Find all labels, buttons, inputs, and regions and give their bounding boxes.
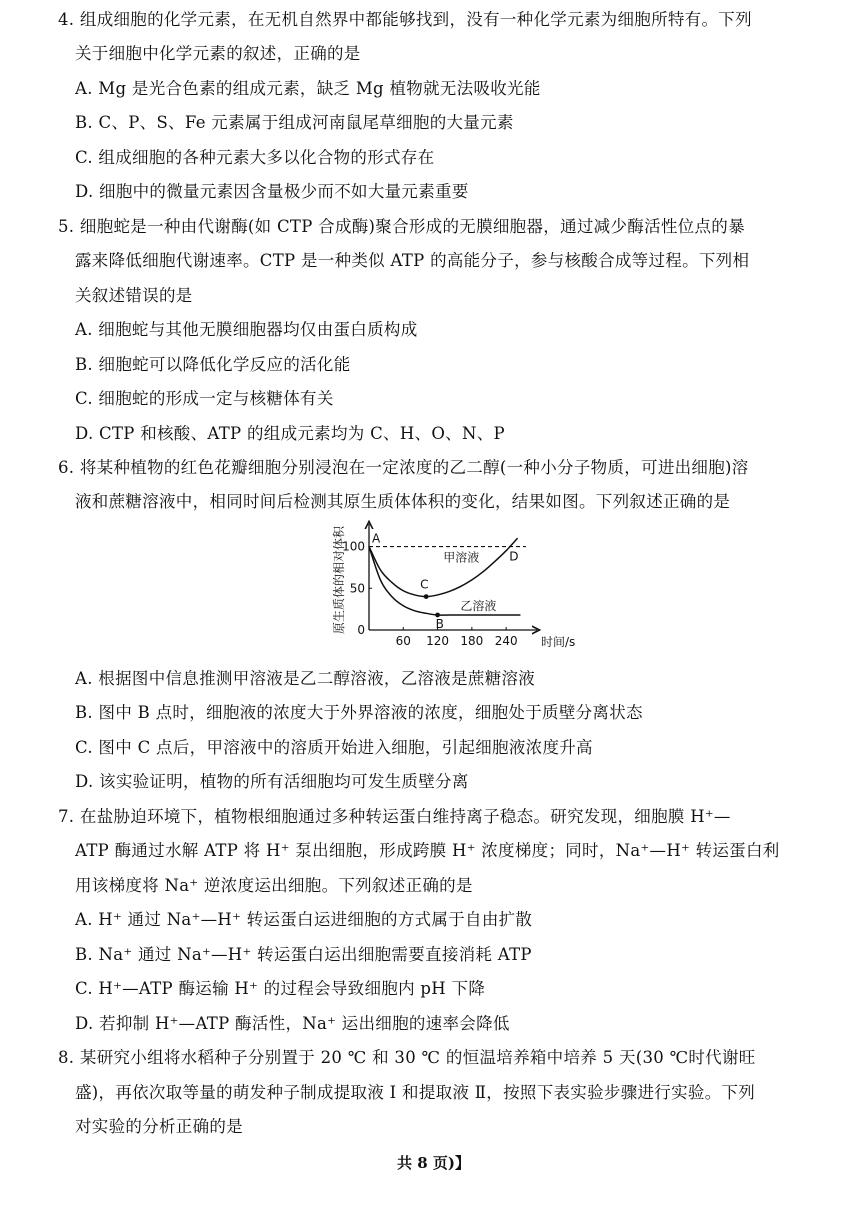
point-label: D bbox=[509, 549, 519, 564]
option-c[interactable]: C. H⁺—ATP 酶运输 H⁺ 的过程会导致细胞内 pH 下降 bbox=[75, 979, 486, 998]
x-tick-label: 120 bbox=[426, 634, 450, 648]
y-tick-label: 100 bbox=[342, 539, 365, 554]
option-a[interactable]: A. Mg 是光合色素的组成元素，缺乏 Mg 植物就无法吸收光能 bbox=[75, 79, 541, 98]
option-a[interactable]: A. 细胞蛇与其他无膜细胞器均仅由蛋白质构成 bbox=[75, 320, 418, 339]
option-c[interactable]: C. 图中 C 点后，甲溶液中的溶质开始进入细胞，引起细胞液浓度升高 bbox=[75, 738, 593, 757]
series-label: 甲溶液 bbox=[443, 550, 480, 565]
question-stem-line: 关叙述错误的是 bbox=[75, 286, 193, 305]
option-b[interactable]: B. 细胞蛇可以降低化学反应的活化能 bbox=[75, 355, 351, 374]
question-stem-line: 7. 在盐胁迫环境下，植物根细胞通过多种转运蛋白维持离子稳态。研究发现，细胞膜 H⁺— bbox=[58, 807, 731, 826]
question-stem-line: 5. 细胞蛇是一种由代谢酶(如 CTP 合成酶)聚合形成的无膜细胞器，通过减少酶活性位点的暴 bbox=[58, 217, 745, 236]
y-axis-label: 原生质体的相对体积 bbox=[332, 525, 346, 635]
series-label: 乙溶液 bbox=[460, 598, 497, 613]
question-stem-line: 露来降低细胞代谢速率。CTP 是一种类似 ATP 的高能分子，参与核酸合成等过程。下列相 bbox=[75, 251, 750, 270]
point-marker bbox=[424, 594, 429, 599]
option-d[interactable]: D. 细胞中的微量元素因含量极少而不如大量元素重要 bbox=[75, 182, 469, 201]
option-b[interactable]: B. 图中 B 点时，细胞液的浓度大于外界溶液的浓度，细胞处于质壁分离状态 bbox=[75, 703, 643, 722]
question-stem-line: 8. 某研究小组将水稻种子分别置于 20 ℃ 和 30 ℃ 的恒温培养箱中培养 5 天(30 ℃时代谢旺 bbox=[58, 1048, 756, 1067]
question-stem-line: 关于细胞中化学元素的叙述，正确的是 bbox=[75, 44, 361, 63]
option-d[interactable]: D. CTP 和核酸、ATP 的组成元素均为 C、H、O、N、P bbox=[75, 424, 505, 443]
question-stem-line: 6. 将某种植物的红色花瓣细胞分别浸泡在一定浓度的乙二醇(一种小分子物质，可进出细胞)溶 bbox=[58, 458, 749, 477]
y-tick-label: 0 bbox=[357, 623, 365, 637]
page-footer: 共 8 页)】 bbox=[397, 1154, 470, 1172]
option-b[interactable]: B. C、P、S、Fe 元素属于组成河南鼠尾草细胞的大量元素 bbox=[75, 113, 514, 132]
chart-frame bbox=[369, 524, 537, 630]
question-stem-line: 盛)，再依次取等量的萌发种子制成提取液 Ⅰ 和提取液 Ⅱ，按照下表实验步骤进行实验。下列 bbox=[75, 1083, 756, 1102]
option-d[interactable]: D. 该实验证明，植物的所有活细胞均可发生质壁分离 bbox=[75, 772, 469, 791]
question-stem-line: 用该梯度将 Na⁺ 逆浓度运出细胞。下列叙述正确的是 bbox=[75, 876, 473, 895]
x-tick-label: 180 bbox=[460, 634, 484, 648]
option-a[interactable]: A. H⁺ 通过 Na⁺—H⁺ 转运蛋白运进细胞的方式属于自由扩散 bbox=[75, 910, 533, 929]
y-tick-label: 50 bbox=[349, 581, 365, 596]
point-label: C bbox=[420, 577, 429, 592]
option-c[interactable]: C. 组成细胞的各种元素大多以化合物的形式存在 bbox=[75, 148, 435, 167]
x-tick-label: 240 bbox=[494, 634, 518, 648]
option-c[interactable]: C. 细胞蛇的形成一定与核糖体有关 bbox=[75, 389, 334, 408]
protoplast-volume-chart bbox=[325, 520, 576, 660]
question-stem-line: 液和蔗糖溶液中，相同时间后检测其原生质体体积的变化，结果如图。下列叙述正确的是 bbox=[75, 492, 731, 511]
question-stem-line: 对实验的分析正确的是 bbox=[75, 1117, 243, 1136]
point-label: B bbox=[435, 616, 444, 631]
point-label: A bbox=[372, 531, 381, 546]
option-d[interactable]: D. 若抑制 H⁺—ATP 酶活性，Na⁺ 运出细胞的速率会降低 bbox=[75, 1014, 510, 1033]
x-tick-label: 60 bbox=[395, 634, 411, 648]
question-stem-line: 4. 组成细胞的化学元素，在无机自然界中都能够找到，没有一种化学元素为细胞所特有。下列 bbox=[58, 10, 752, 29]
x-axis-label: 时间/s bbox=[541, 635, 576, 649]
question-stem-line: ATP 酶通过水解 ATP 将 H⁺ 泵出细胞，形成跨膜 H⁺ 浓度梯度；同时，Na⁺—H⁺ 转运蛋白利 bbox=[75, 841, 780, 860]
option-a[interactable]: A. 根据图中信息推测甲溶液是乙二醇溶液，乙溶液是蔗糖溶液 bbox=[75, 669, 536, 688]
option-b[interactable]: B. Na⁺ 通过 Na⁺—H⁺ 转运蛋白运出细胞需要直接消耗 ATP bbox=[75, 945, 532, 964]
